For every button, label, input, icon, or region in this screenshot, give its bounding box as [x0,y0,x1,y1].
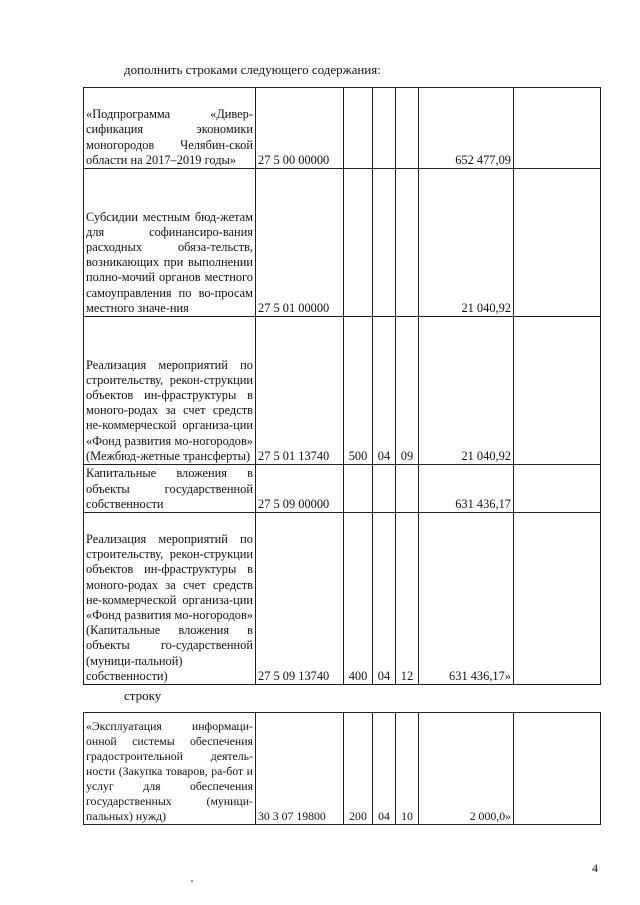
row-amount-cell: 631 436,17 [419,465,514,513]
intro-text: дополнить строками следующего содержания: [124,62,381,77]
row-pr-cell: 10 [396,713,419,825]
row-code-cell: 27 5 01 13740 [256,317,344,465]
row-kvr-cell: 500 [344,317,373,465]
row-amount-cell: 631 436,17» [419,513,514,685]
row-kvr-cell: 400 [344,513,373,685]
row-extra-cell [514,713,601,825]
page-number: 4 [592,861,598,875]
table-row [84,713,601,825]
budget-table-additions [83,87,601,685]
row-pr-cell [396,169,419,317]
between-text: строку [124,688,162,703]
row-code-cell: 30 3 07 19800 [256,713,344,825]
row-kvr-cell [344,465,373,513]
row-rz-cell [373,88,396,169]
row-name-cell: Капитальные вложения в объекты государственной собственности [84,465,256,513]
row-pr-cell: 12 [396,513,419,685]
row-rz-cell [373,169,396,317]
table-row [84,169,601,317]
row-rz-cell: 04 [373,317,396,465]
scan-speck [191,880,193,882]
row-pr-cell [396,465,419,513]
row-kvr-cell: 200 [344,713,373,825]
row-name-cell: Реализация мероприятий по строительству, рекон-струкции объектов ин-фраструктуры в моного-родах за счет средств не-коммерческой организа-ции «Фонд развития мо-ногородов» (Капитальные вложения в объекты го-сударственной (муници-пальной) собственности) [84,513,256,685]
table-row [84,465,601,513]
row-extra-cell [514,465,601,513]
table-row [84,317,601,465]
row-name-cell: Субсидии местным бюд-жетам для софинансиро-вания расходных обяза-тельств, возникающих при выполнении полно-мочий органов местного самоуправления по во-просам местного значе-ния [84,169,256,317]
row-code-cell: 27 5 09 00000 [256,465,344,513]
row-rz-cell: 04 [373,713,396,825]
row-amount-cell: 21 040,92 [419,169,514,317]
row-amount-cell: 652 477,09 [419,88,514,169]
row-extra-cell [514,513,601,685]
row-amount-cell: 2 000,0» [419,713,514,825]
row-extra-cell [514,169,601,317]
table-row [84,88,601,169]
row-amount-cell: 21 040,92 [419,317,514,465]
row-kvr-cell [344,88,373,169]
budget-table-replacement [83,712,601,825]
row-code-cell: 27 5 00 00000 [256,88,344,169]
row-pr-cell: 09 [396,317,419,465]
row-code-cell: 27 5 01 00000 [256,169,344,317]
row-rz-cell [373,465,396,513]
row-extra-cell [514,88,601,169]
row-extra-cell [514,317,601,465]
row-name-cell: «Эксплуатация информаци-онной системы обеспечения градостроительной деятель-ности (Закупка товаров, ра-бот и услуг для обеспечения государственных (муници-пальных) нужд) [84,713,256,825]
row-name-cell: «Подпрограмма «Дивер-сификация экономики моногородов Челябин-ской области на 2017–2019 годы» [84,88,256,169]
row-rz-cell: 04 [373,513,396,685]
table-row [84,513,601,685]
row-code-cell: 27 5 09 13740 [256,513,344,685]
row-name-cell: Реализация мероприятий по строительству, рекон-струкции объектов ин-фраструктуры в моного-родах за счет средств не-коммерческой организа-ции «Фонд развития мо-ногородов» (Межбюд-жетные трансферты) [84,317,256,465]
row-pr-cell [396,88,419,169]
row-kvr-cell [344,169,373,317]
